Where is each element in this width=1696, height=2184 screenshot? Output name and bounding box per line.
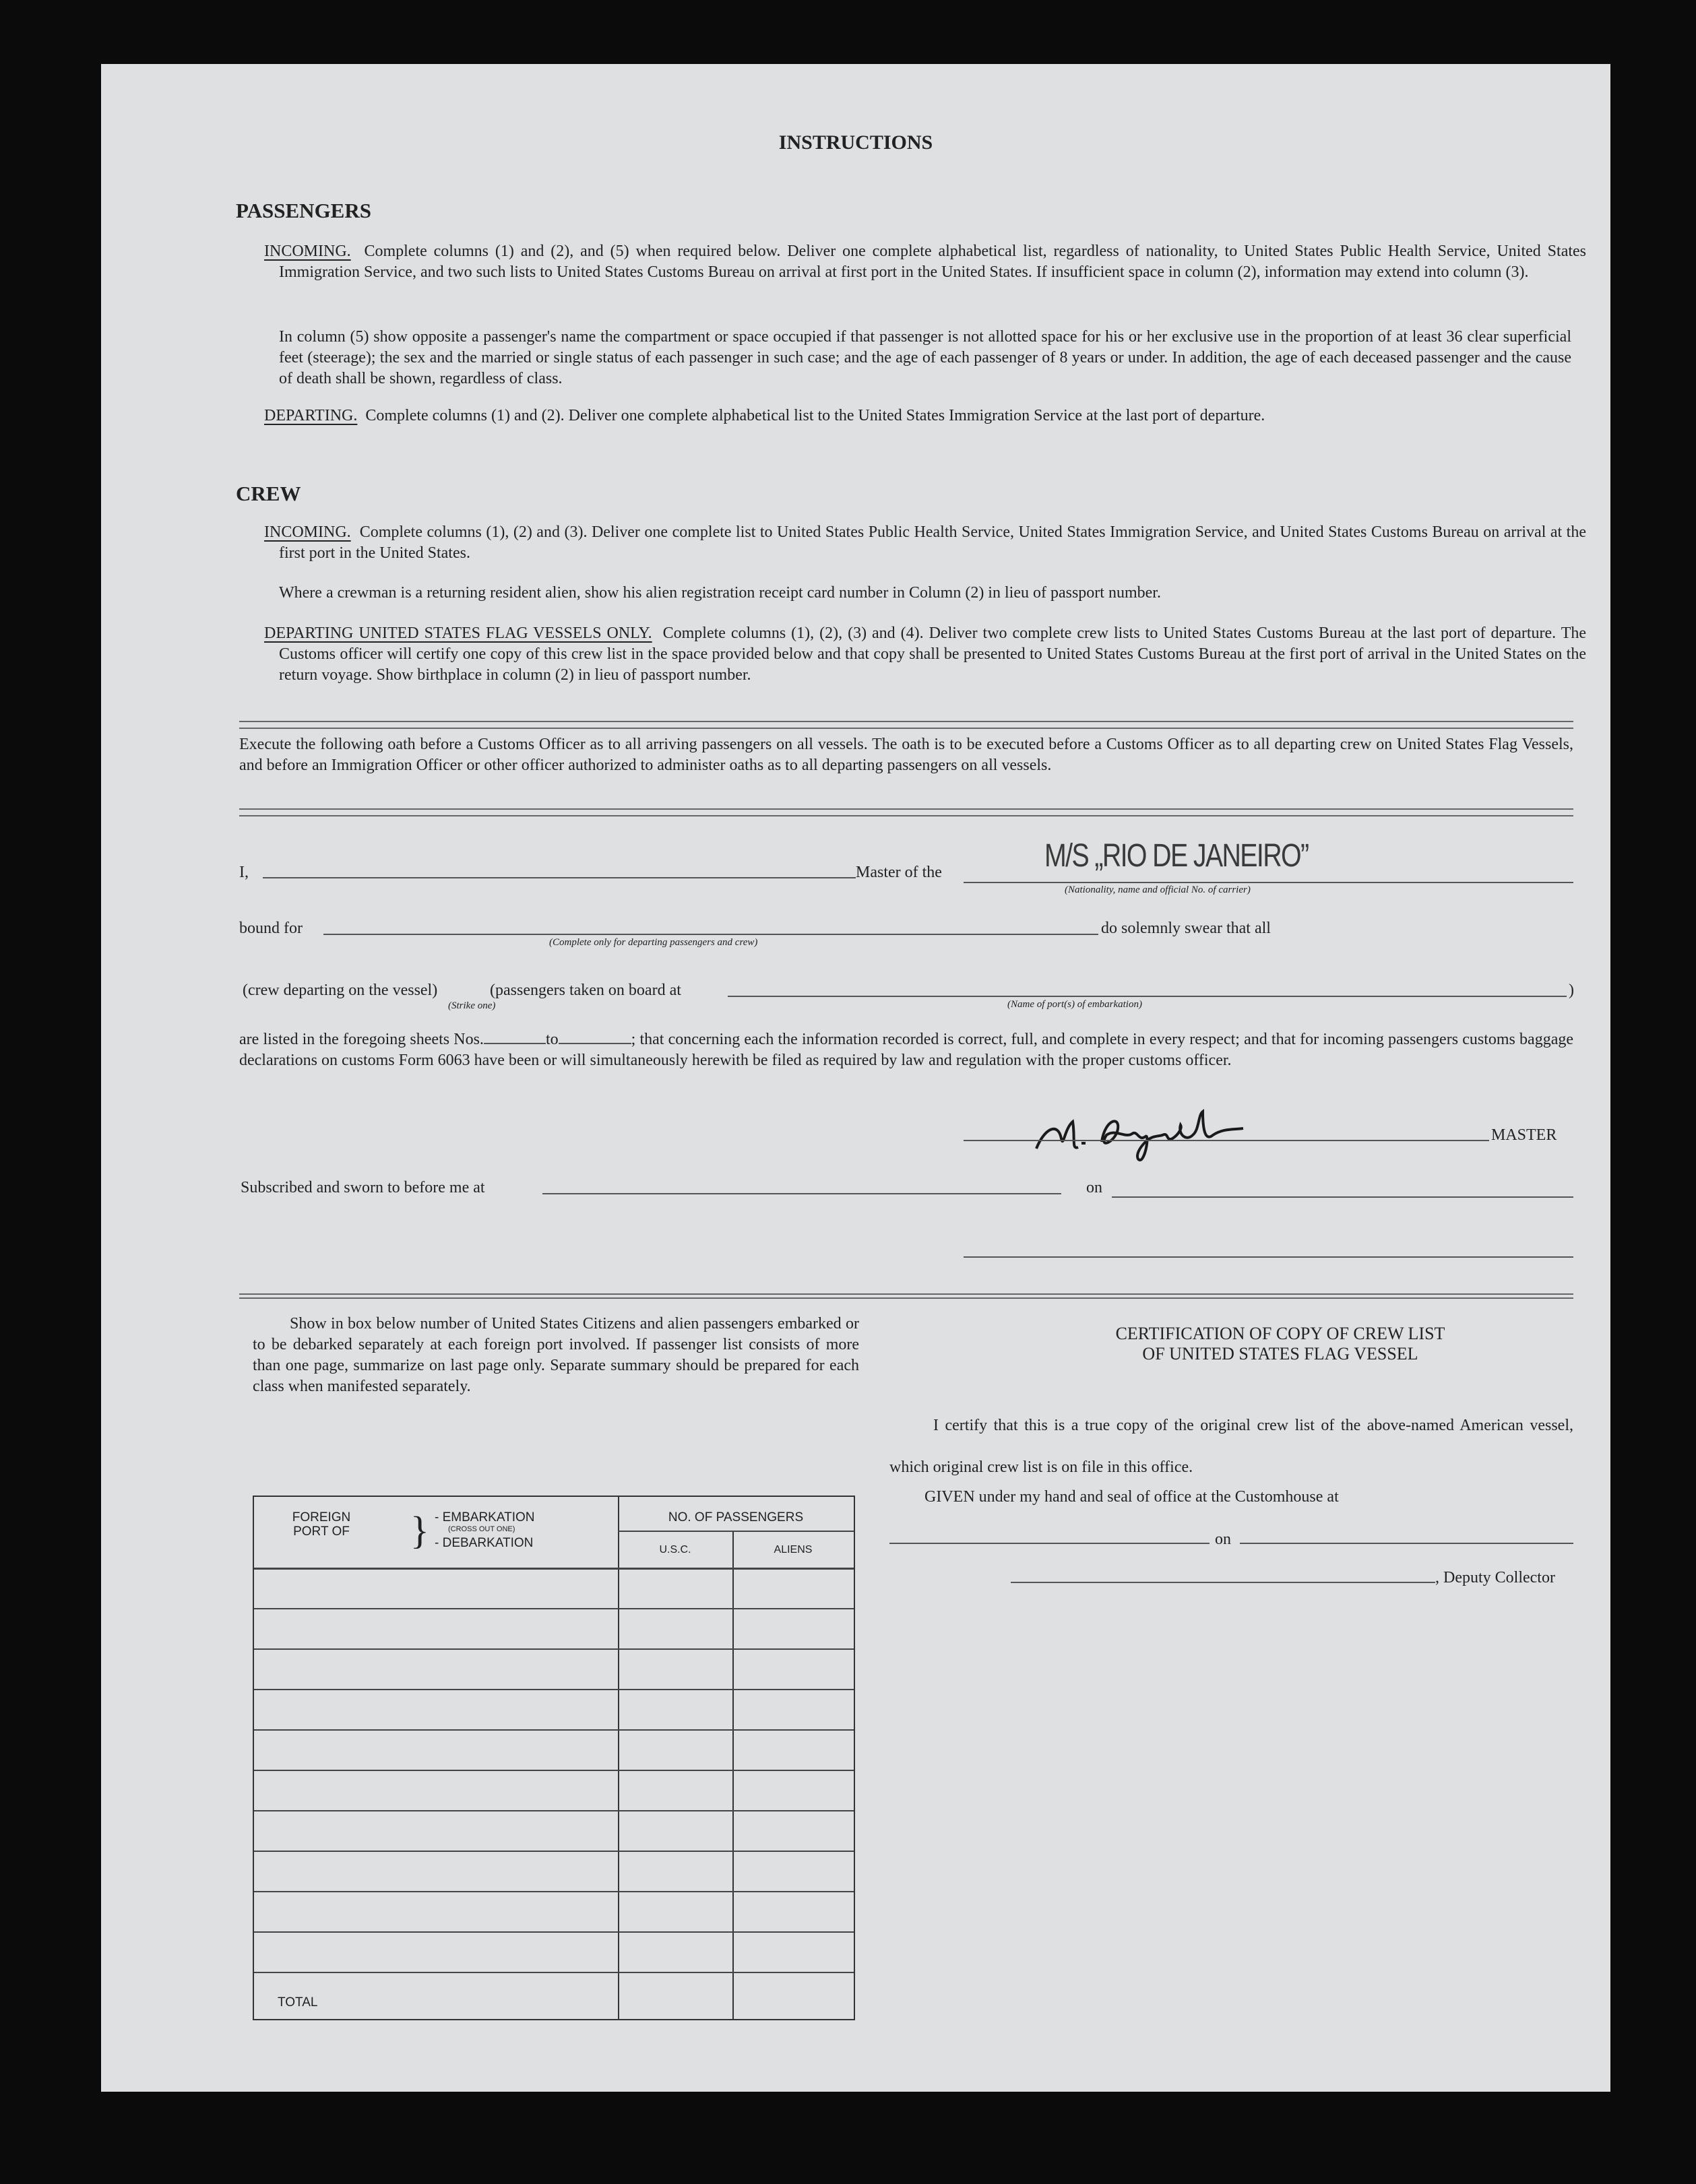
bound-for-label: bound for (239, 920, 303, 937)
nationality-caption: (Nationality, name and official No. of carrier) (1065, 885, 1251, 895)
certification-date-field[interactable] (1240, 1543, 1573, 1544)
bound-caption: (Complete only for departing passengers and crew) (549, 937, 758, 948)
header-cross-out: (CROSS OUT ONE) (448, 1525, 515, 1533)
document-page (101, 64, 1610, 2092)
ports-caption: (Name of port(s) of embarkation) (1007, 999, 1142, 1010)
given-text: GIVEN under my hand and seal of office at the Customhouse at (924, 1488, 1339, 1506)
table-row[interactable] (254, 1972, 854, 1973)
crew-departing-option: (crew departing on the vessel) (243, 982, 438, 999)
divider (239, 808, 1573, 816)
certification-title-line1: CERTIFICATION OF COPY OF CREW LIST (1115, 1324, 1445, 1343)
vessel-field[interactable] (964, 882, 1573, 883)
header-bottom-rule (254, 1568, 854, 1570)
header-aliens: ALIENS (774, 1544, 813, 1555)
header-debarkation: - DEBARKATION (435, 1536, 534, 1550)
deputy-collector-label: , Deputy Collector (1435, 1569, 1555, 1586)
page-title: INSTRUCTIONS (778, 131, 933, 154)
passengers-incoming-paragraph (264, 241, 1586, 283)
table-row[interactable] (254, 1729, 854, 1731)
brace-icon: } (410, 1508, 429, 1552)
header-embarkation: - EMBARKATION (435, 1510, 535, 1524)
crew-departing-paragraph (264, 623, 1586, 686)
table-row[interactable] (254, 1851, 854, 1852)
listed-paragraph (239, 1029, 1573, 1071)
table-row[interactable] (254, 1608, 854, 1609)
divider (239, 721, 1573, 729)
to-label: to (545, 1031, 559, 1048)
passengers-departing-text: Complete columns (1) and (2). Deliver one complete alphabetical list to the United States Immigration Service at the last port of departure. (365, 407, 1265, 424)
total-label: TOTAL (278, 1995, 318, 2010)
vessel-stamp: M/S „RIO DE JANEIRO” (1044, 838, 1309, 874)
subscribed-label: Subscribed and sworn to before me at (241, 1179, 485, 1196)
crew-incoming-text: Complete columns (1), (2) and (3). Deliver one complete list to United States Public Health Service, United States Immigration Service, and United States Customs Bureau on arrival at the first port in the United States. (279, 523, 1587, 562)
table-row[interactable] (254, 1648, 854, 1650)
table-row[interactable] (254, 1810, 854, 1811)
close-paren: ) (1569, 982, 1574, 999)
oath-i-label: I, (239, 864, 249, 881)
crew-departing-text: Complete columns (1), (2), (3) and (4). Deliver two complete crew lists to United States Customs Bureau at the last port of departure. The Customs officer will certify one copy of this crew list in the space provided below and that copy shall be presented to United States Customs Bureau at the first port of arrival in the United States on the return voyage. Show birthplace in column (2) in lieu of passport number. (279, 624, 1587, 684)
summary-instructions: Show in box below number of United States Citizens and alien passengers embarked or to be debarked separately at each foreign port involved. If passenger list consists of more than one page, summarize on last page only. Separate summary should be prepared for each class when manifested separately. (253, 1315, 859, 1395)
table-row[interactable] (254, 1689, 854, 1690)
crew-alien-paragraph: Where a crewman is a returning resident alien, show his alien registration receipt card number in Column (2) in lieu of passport number. (279, 584, 1161, 602)
passenger-summary-table (253, 1496, 855, 2020)
passengers-column5-paragraph: In column (5) show opposite a passenger's name the compartment or space occupied if that passenger is not allotted space for his or her exclusive use in the proportion of at least 36 clear superficial feet (steerage); the sex and the married or single status of each passenger in such case; and the age of each passenger of 8 years or under. In addition, the age of each deceased passenger and the cause of death shall be shown, regardless of class. (279, 328, 1571, 387)
embarkation-ports-field[interactable] (728, 996, 1567, 997)
subscribed-date-field[interactable] (1112, 1196, 1573, 1198)
column-divider (732, 1531, 734, 2019)
crew-incoming-label: INCOMING. (264, 523, 351, 541)
subscribed-on-label: on (1086, 1179, 1102, 1196)
passengers-departing-paragraph (264, 406, 1586, 426)
subscribed-place-field[interactable] (542, 1193, 1061, 1194)
master-label: MASTER (1491, 1126, 1557, 1144)
divider (239, 1293, 1573, 1299)
certify-text: I certify that this is a true copy of the original crew list of the above-named American vessel, which original crew list is on file in this office. (889, 1417, 1573, 1476)
listed-text-2: ; that concerning each the information recorded is correct, full, and complete in every respect; and that for incoming passengers customs baggage declarations on customs Form 6063 have been or will simultaneously herewith be filed as required by law and regulation with the proper customs officer. (239, 1031, 1573, 1069)
header-no-passengers: NO. OF PASSENGERS (668, 1510, 804, 1524)
table-row[interactable] (254, 1770, 854, 1771)
passengers-heading: PASSENGERS (236, 199, 371, 222)
customhouse-place-field[interactable] (889, 1543, 1210, 1544)
sheet-from-field[interactable] (484, 1031, 546, 1044)
certification-on-label: on (1215, 1531, 1231, 1548)
table-row[interactable] (254, 1891, 854, 1892)
sheet-to-field[interactable] (559, 1031, 631, 1044)
column-divider (618, 1497, 619, 2019)
crew-incoming-paragraph (264, 522, 1586, 564)
header-divider (618, 1531, 854, 1532)
table-row[interactable] (254, 1931, 854, 1933)
master-signature (1031, 1101, 1260, 1169)
crew-heading: CREW (236, 482, 301, 505)
oath-intro: Execute the following oath before a Customs Officer as to all arriving passengers on all vessels. The oath is to be executed before a Customs Officer as to all departing crew on United States Flag Vessels, and before an Immigration Officer or other officer authorized to administer oaths as to all departing passengers on all vessels. (239, 736, 1573, 774)
header-foreign-port: FOREIGN PORT OF (292, 1510, 351, 1539)
swear-label: do solemnly swear that all (1101, 920, 1271, 937)
certification-title-line2: OF UNITED STATES FLAG VESSEL (1142, 1344, 1418, 1363)
certification-title (970, 1324, 1590, 1364)
strike-caption: (Strike one) (448, 1000, 496, 1011)
master-of-label: Master of the (856, 864, 942, 881)
header-usc: U.S.C. (659, 1544, 691, 1555)
deputy-collector-signature-field[interactable] (1011, 1582, 1435, 1583)
passengers-taken-option: (passengers taken on board at (490, 982, 681, 999)
passengers-incoming-label: INCOMING. (264, 243, 351, 260)
master-name-field[interactable] (263, 877, 856, 878)
bound-for-field[interactable] (323, 934, 1098, 935)
master-signature-line[interactable] (964, 1140, 1489, 1141)
officer-signature-field[interactable] (964, 1256, 1573, 1258)
listed-text-1: are listed in the foregoing sheets Nos. (239, 1031, 484, 1048)
passengers-incoming-text: Complete columns (1) and (2), and (5) when required below. Deliver one complete alphabetical list, regardless of nationality, to United States Public Health Service, United States Immigration Service, and two such lists to United States Customs Bureau on arrival at first port in the United States. If insufficient space in column (2), information may extend into column (3). (279, 243, 1587, 281)
crew-departing-label: DEPARTING UNITED STATES FLAG VESSELS ONLY. (264, 624, 652, 642)
passengers-departing-label: DEPARTING. (264, 407, 358, 424)
